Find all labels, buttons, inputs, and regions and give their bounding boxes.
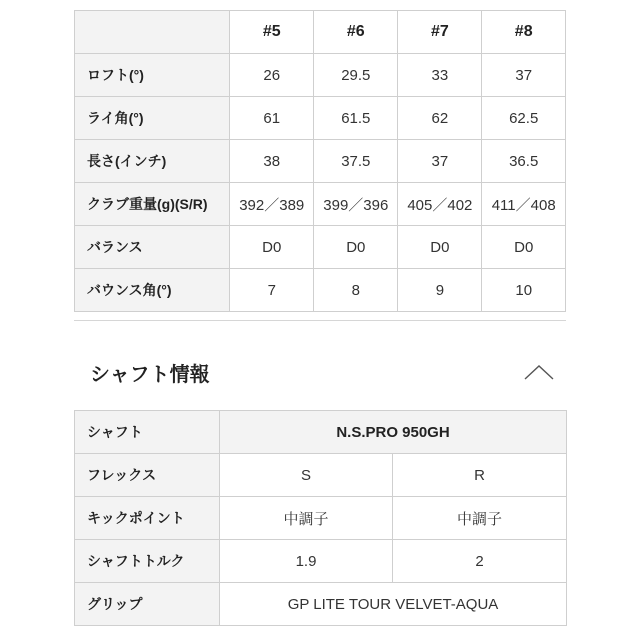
shaft-row-torque [75, 540, 567, 583]
spec-cell: 392／389 [230, 183, 314, 226]
flex-s: S [220, 454, 393, 497]
spec-table-scroll[interactable] [74, 10, 566, 312]
shaft-table [74, 410, 567, 626]
spec-cell: 62 [398, 97, 482, 140]
row-label-length: 長さ(インチ) [75, 140, 230, 183]
spec-cell: D0 [398, 226, 482, 269]
kick-label: キックポイント [75, 497, 220, 540]
chevron-up-icon[interactable] [522, 362, 556, 382]
spec-cell: 411／408 [482, 183, 566, 226]
spec-cell: 61.5 [314, 97, 398, 140]
spec-cell: 38 [230, 140, 314, 183]
spec-cell: 26 [230, 54, 314, 97]
grip-label: グリップ [75, 583, 220, 626]
row-label-weight: クラブ重量(g)(S/R) [75, 183, 230, 226]
row-label-lie: ライ角(°) [75, 97, 230, 140]
flex-r: R [393, 454, 567, 497]
shaft-row-kick [75, 497, 567, 540]
spec-row-bounce [75, 269, 566, 312]
torque-s: 1.9 [220, 540, 393, 583]
spec-row-length [75, 140, 566, 183]
spec-cell: 10 [482, 269, 566, 312]
spec-cell: D0 [314, 226, 398, 269]
club-header-5: #5 [230, 11, 314, 54]
kick-r: 中調子 [393, 497, 567, 540]
torque-label: シャフトトルク [75, 540, 220, 583]
spec-table [74, 10, 566, 312]
spec-corner-cell [75, 11, 230, 54]
club-header-6: #6 [314, 11, 398, 54]
spec-row-weight [75, 183, 566, 226]
grip-value: GP LITE TOUR VELVET-AQUA [220, 583, 567, 626]
section-divider [74, 320, 566, 321]
spec-cell: 9 [398, 269, 482, 312]
spec-cell: 62.5 [482, 97, 566, 140]
club-header-8: #8 [482, 11, 566, 54]
row-label-balance: バランス [75, 226, 230, 269]
spec-cell: 37 [482, 54, 566, 97]
row-label-loft: ロフト(°) [75, 54, 230, 97]
club-header-7: #7 [398, 11, 482, 54]
shaft-row-name [75, 411, 567, 454]
spec-cell: 61 [230, 97, 314, 140]
shaft-section-title: シャフト情報 [90, 364, 210, 386]
row-label-bounce: バウンス角(°) [75, 269, 230, 312]
spec-cell: D0 [230, 226, 314, 269]
shaft-label: シャフト [75, 411, 220, 454]
spec-cell: 33 [398, 54, 482, 97]
spec-cell: 37 [398, 140, 482, 183]
shaft-row-flex [75, 454, 567, 497]
spec-cell: 36.5 [482, 140, 566, 183]
spec-cell: 29.5 [314, 54, 398, 97]
shaft-row-grip [75, 583, 567, 626]
flex-label: フレックス [75, 454, 220, 497]
spec-cell: 8 [314, 269, 398, 312]
shaft-name: N.S.PRO 950GH [220, 411, 567, 454]
spec-row-balance [75, 226, 566, 269]
kick-s: 中調子 [220, 497, 393, 540]
spec-header-row [75, 11, 566, 54]
spec-row-lie [75, 97, 566, 140]
spec-cell: 37.5 [314, 140, 398, 183]
spec-cell: 405／402 [398, 183, 482, 226]
spec-cell: D0 [482, 226, 566, 269]
spec-cell: 7 [230, 269, 314, 312]
spec-cell: 399／396 [314, 183, 398, 226]
torque-r: 2 [393, 540, 567, 583]
spec-row-loft [75, 54, 566, 97]
